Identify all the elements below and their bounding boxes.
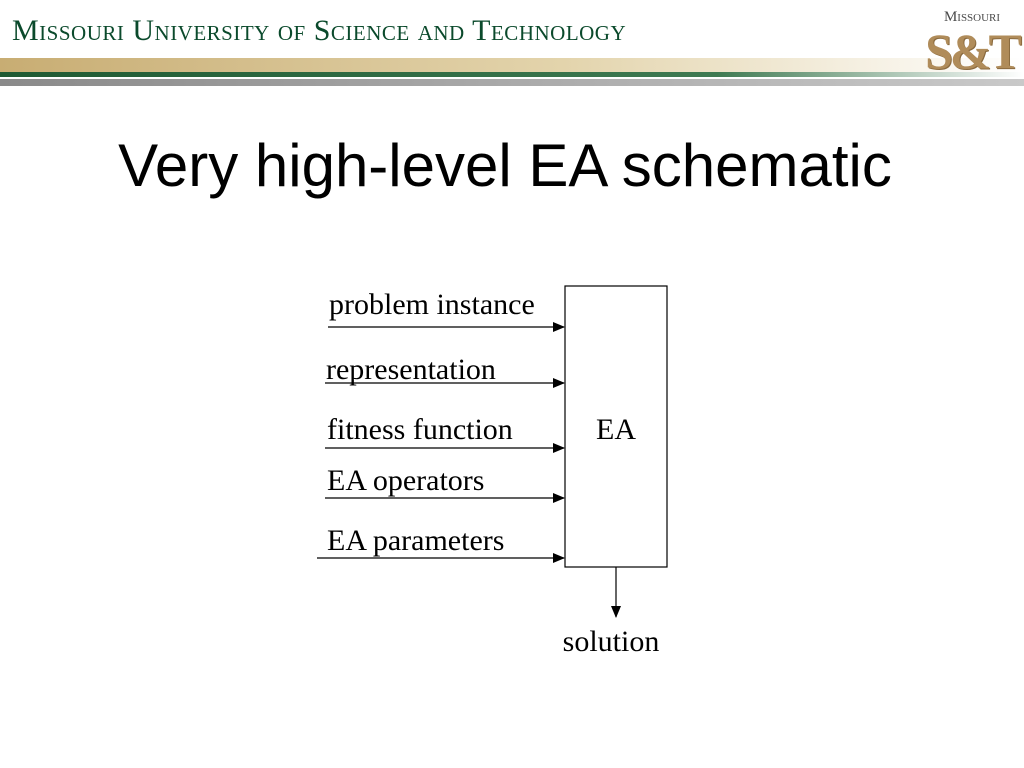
- input-label-representation: representation: [326, 353, 496, 386]
- slide-title: Very high-level EA schematic: [118, 132, 892, 199]
- logo-top-text: Missouri: [943, 9, 1001, 25]
- input-label-problem-instance: problem instance: [329, 288, 535, 321]
- input-label-fitness-function: fitness function: [327, 413, 513, 446]
- input-label-ea-operators: EA operators: [327, 464, 485, 497]
- logo-mark: S&T: [925, 23, 1019, 79]
- university-name: Missouri University of Science and Technology: [12, 14, 627, 47]
- output-label-solution: solution: [562, 625, 660, 658]
- ea-box-label: EA: [596, 413, 636, 446]
- input-label-ea-parameters: EA parameters: [327, 524, 505, 557]
